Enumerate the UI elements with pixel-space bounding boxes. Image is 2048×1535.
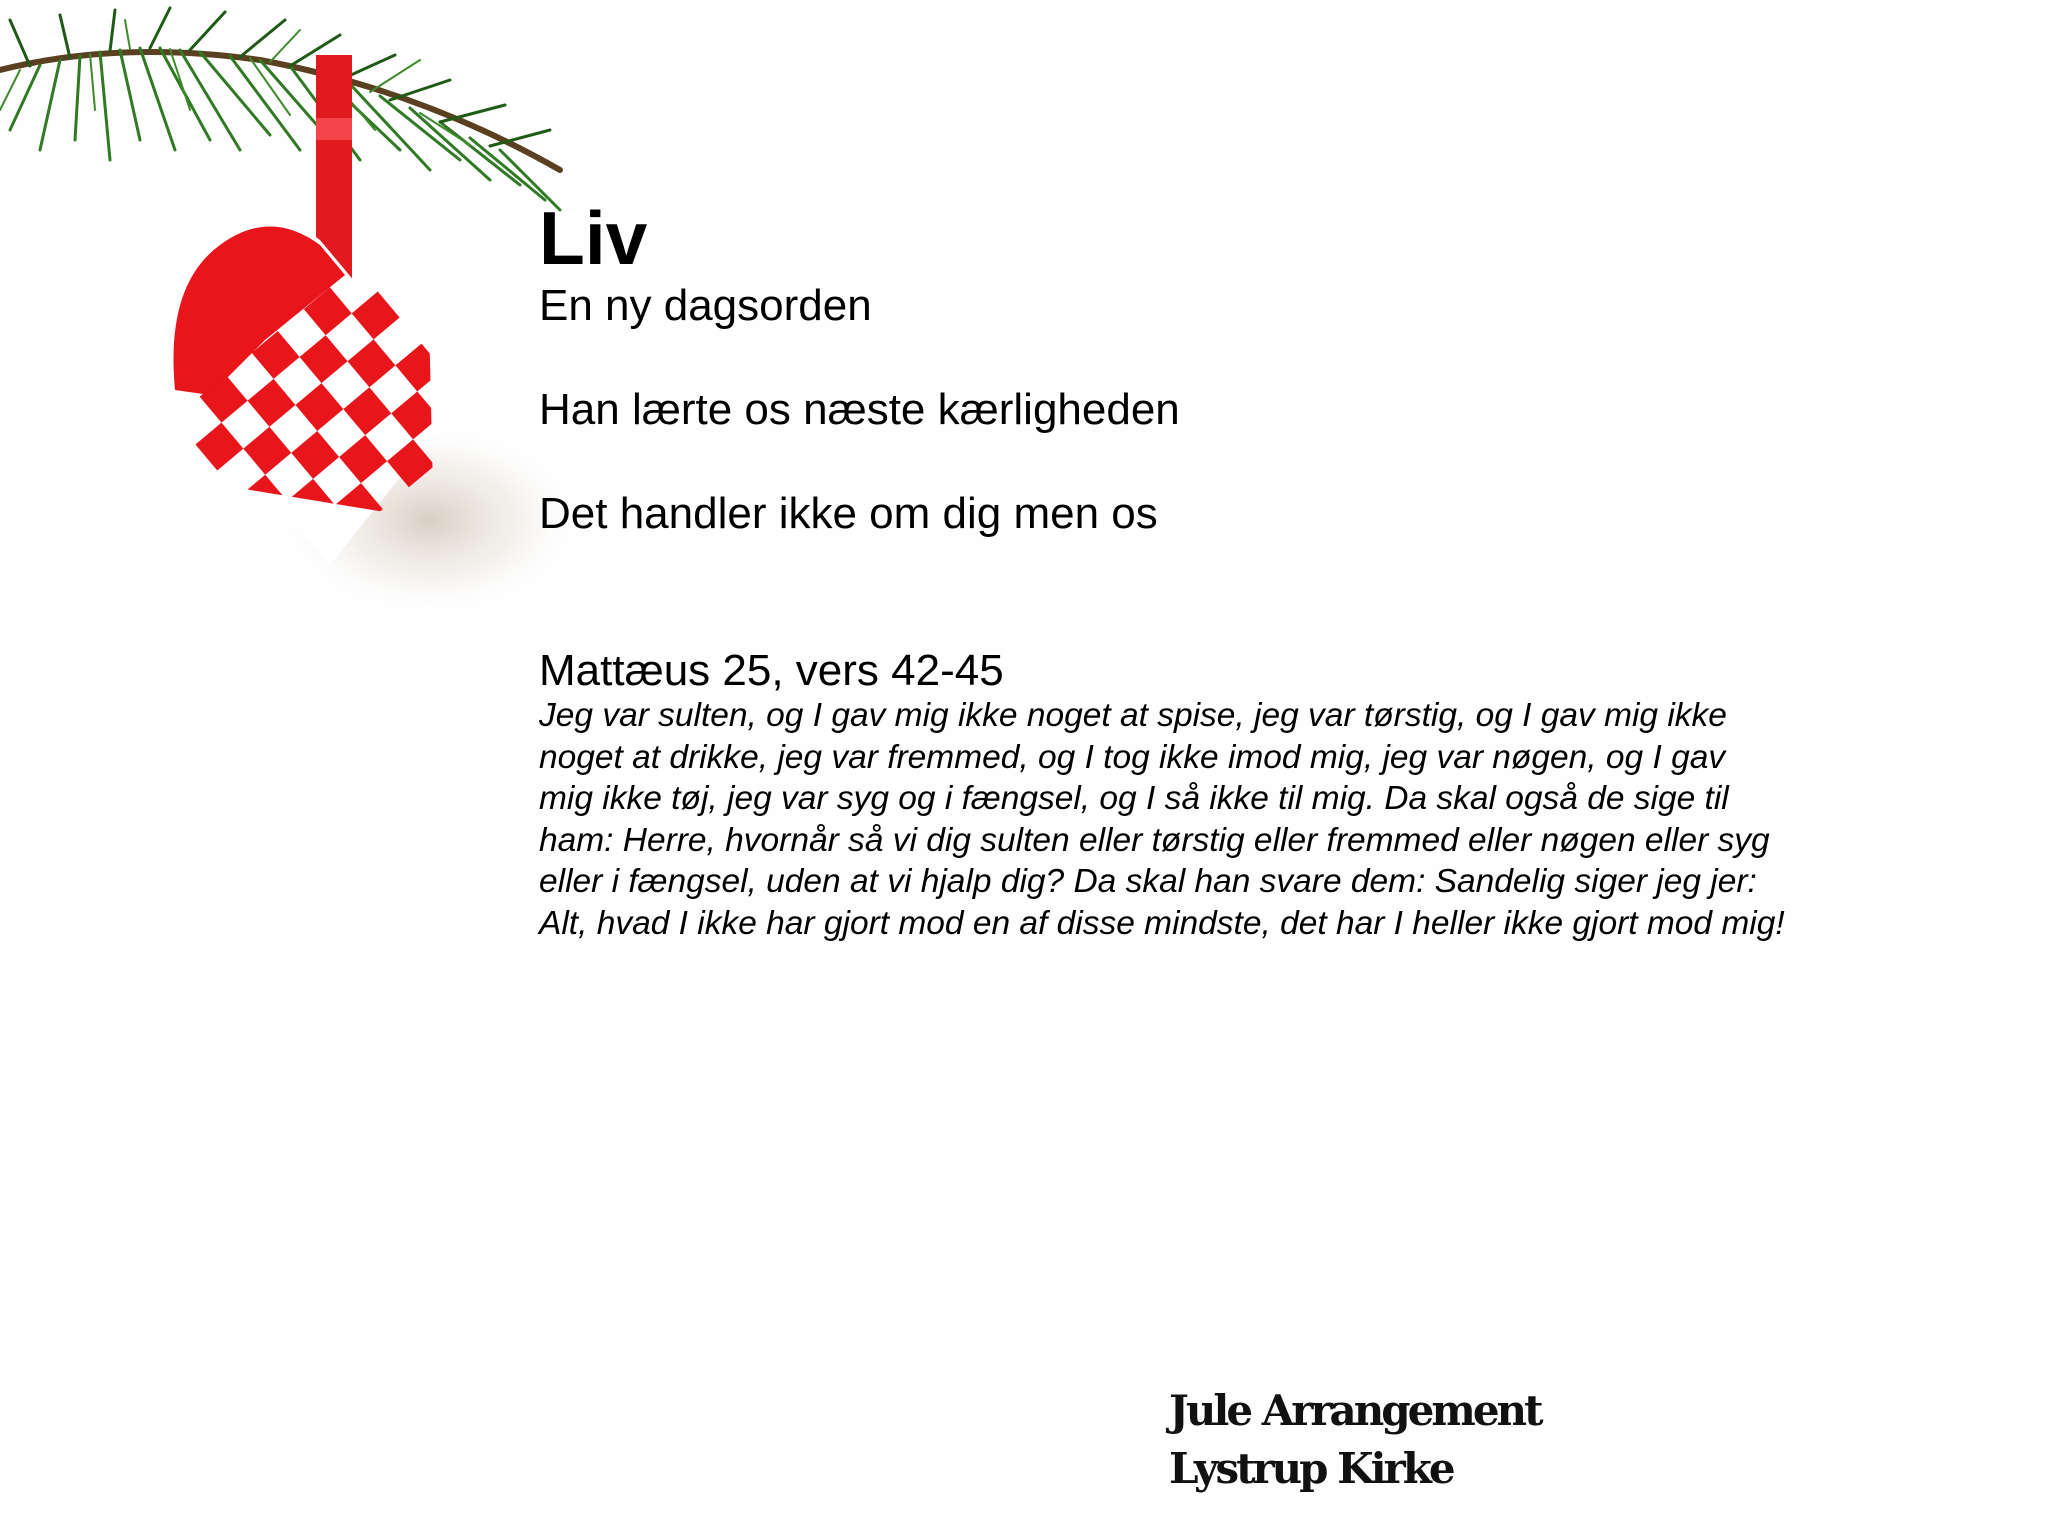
verse-line: mig ikke tøj, jeg var syg og i fængsel, og I så ikke til mig. Da skal også de sige til (539, 780, 1729, 817)
verse-text (539, 695, 1969, 944)
verse-line: noget at drikke, jeg var fremmed, og I tog ikke imod mig, jeg var nøgen, og I gav (539, 738, 1726, 776)
verse-line: Jeg var sulten, og I gav mig ikke noget at spise, jeg var tørstig, og I gav mig ikke (539, 697, 1727, 734)
verse-line: Alt, hvad I ikke har gjort mod en af disse mindste, det har I heller ikke gjort mod mig! (539, 904, 1785, 942)
verse-line: eller i fængsel, uden at vi hjalp dig? Da skal han svare dem: Sandelig siger jeg jer: (539, 863, 1757, 900)
slide-subtitle: En ny dagsorden (539, 281, 872, 330)
footer-event: Jule Arrangement (1169, 1386, 1541, 1435)
footer (1169, 1382, 1541, 1498)
text-line-2: Det handler ikke om dig men os (539, 489, 1158, 538)
verse-reference: Mattæus 25, vers 42-45 (539, 646, 1004, 695)
verse-line: ham: Herre, hvornår så vi dig sulten eller tørstig eller fremmed eller nøgen eller syg (539, 821, 1770, 859)
christmas-heart-ornament-icon (0, 0, 600, 640)
content (539, 196, 1979, 944)
text-line-1: Han lærte os næste kærligheden (539, 385, 1180, 434)
footer-church: Lystrup Kirke (1169, 1444, 1453, 1493)
slide-title: Liv (539, 196, 648, 280)
